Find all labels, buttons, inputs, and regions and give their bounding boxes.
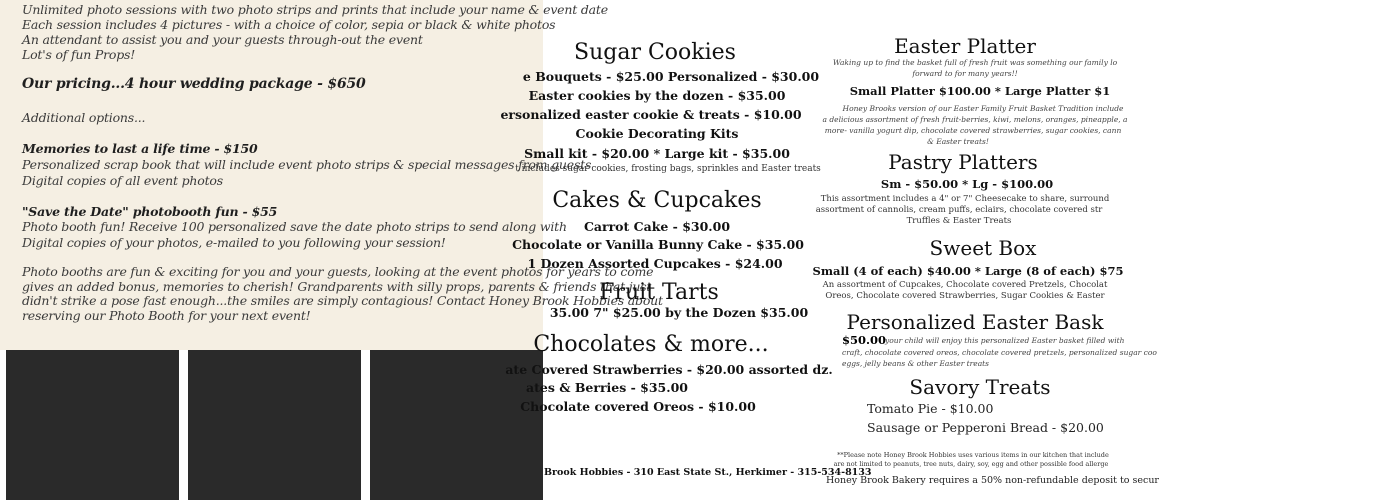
menu-description: Oreos, Chocolate covered Strawberries, Sugar Cookies & Easter xyxy=(825,291,1105,301)
menu-item: 35.00 7" $25.00 by the Dozen $35.00 xyxy=(549,305,809,320)
booth-feature-line: Lot's of fun Props! xyxy=(22,47,136,62)
menu-column-right xyxy=(812,0,1159,500)
menu-description: more- vanilla yogurt dip, chocolate covered strawberries, sugar cookies, cann xyxy=(824,126,1122,135)
menu-item: Small (4 of each) $40.00 * Large (8 of each) $75 xyxy=(812,264,1124,278)
booth-promo-text: didn't strike a pose fast enough...the smiles are simply contagious! Contact Honey Brook Hobbies about xyxy=(22,293,663,308)
sweet-box-heading: Sweet Box xyxy=(929,236,1037,260)
menu-subheading: Cookie Decorating Kits xyxy=(575,126,739,141)
gallery-tile[interactable] xyxy=(188,350,361,500)
easter-platter-heading: Easter Platter xyxy=(894,34,1036,58)
booth-promo-text: reserving our Photo Booth for your next event! xyxy=(22,308,311,323)
memories-option-desc: Personalized scrap book that will include event photo strips & special messages from guests xyxy=(22,157,592,172)
store-address: Brook Hobbies - 310 East State St., Herkimer - 315-534-8133 xyxy=(544,467,872,478)
save-the-date-title: "Save the Date" photobooth fun - $55 xyxy=(22,204,278,219)
menu-item: Sm - $50.00 * Lg - $100.00 xyxy=(880,177,1054,191)
additional-options-heading: Additional options... xyxy=(22,110,146,125)
save-the-date-desc: Digital copies of your photos, e-mailed to you following your session! xyxy=(22,235,446,250)
menu-description: forward to for many years!! xyxy=(912,69,1018,78)
menu-item: Easter cookies by the dozen - $35.00 xyxy=(528,88,786,103)
menu-item: Sausage or Pepperoni Bread - $20.00 xyxy=(867,420,1104,435)
booth-feature-line: Unlimited photo sessions with two photo strips and prints that include your name & event date xyxy=(22,2,608,17)
pastry-platters-heading: Pastry Platters xyxy=(888,150,1038,174)
menu-item: Tomato Pie - $10.00 xyxy=(867,401,994,416)
menu-description: Waking up to find the basket full of fresh fruit was something our family lo xyxy=(832,58,1118,67)
menu-item: 1 Dozen Assorted Cupcakes - $24.00 xyxy=(527,256,783,271)
chocolates-heading: Chocolates & more... xyxy=(533,332,769,357)
savory-treats-heading: Savory Treats xyxy=(909,375,1051,399)
deposit-policy: Honey Brook Bakery requires a 50% non-refundable deposit to secur xyxy=(826,475,1159,486)
easter-basket-heading: Personalized Easter Bask xyxy=(846,310,1104,334)
menu-description: your child will enjoy this personalized Easter basket filled with xyxy=(885,336,1125,345)
allergy-note: **Please note Honey Brook Hobbies uses various items in our kitchen that include xyxy=(837,451,1109,459)
menu-item: ate Covered Strawberries - $20.00 assorted dz. xyxy=(505,362,833,377)
menu-item: ersonalized easter cookie & treats - $10.00 xyxy=(500,107,802,122)
memories-option-desc: Digital copies of all event photos xyxy=(22,173,223,188)
save-the-date-desc: Photo booth fun! Receive 100 personalized save the date photo strips to send along with xyxy=(22,219,567,234)
cakes-heading: Cakes & Cupcakes xyxy=(552,188,762,213)
wedding-package-price: Our pricing...4 hour wedding package - $650 xyxy=(22,76,366,92)
menu-item: Chocolate or Vanilla Bunny Cake - $35.00 xyxy=(512,237,804,252)
fruit-tarts-heading: Fruit Tarts xyxy=(599,280,719,305)
menu-item: Carrot Cake - $30.00 xyxy=(583,219,731,234)
booth-feature-line: An attendant to assist you and your guests through-out the event xyxy=(22,32,423,47)
menu-item: ates & Berries - $35.00 xyxy=(525,380,689,395)
menu-description: a delicious assortment of fresh fruit-berries, kiwi, melons, oranges, pineapple, a xyxy=(822,115,1128,124)
menu-item: Chocolate covered Oreos - $10.00 xyxy=(520,399,756,414)
menu-description: assortment of cannolis, cream puffs, eclairs, chocolate covered str xyxy=(815,205,1103,215)
menu-description: eggs, jelly beans & other Easter treats xyxy=(842,359,990,368)
menu-item: Small Platter $100.00 * Large Platter $1 xyxy=(849,84,1111,98)
allergy-note: are not limited to peanuts, tree nuts, dairy, soy, egg and other possible food allerge xyxy=(833,460,1109,468)
sugar-cookies-heading: Sugar Cookies xyxy=(574,40,736,65)
booth-feature-line: Each session includes 4 pictures - with a choice of color, sepia or black & white photos xyxy=(22,17,556,32)
basket-price: $50.00 xyxy=(842,333,887,347)
menu-note: t includes sugar cookies, frosting bags, sprinkles and Easter treats xyxy=(515,164,821,174)
booth-promo-text: gives an added bonus, memories to cherish! Grandparents with silly props, parents & friends that just xyxy=(22,279,652,294)
menu-description: Honey Brooks version of our Easter Family Fruit Basket Tradition include xyxy=(842,104,1124,113)
menu-description: This assortment includes a 4" or 7" Cheesecake to share, surround xyxy=(820,194,1110,204)
menu-item: e Bouquets - $25.00 Personalized - $30.00 xyxy=(522,69,820,84)
menu-item: Small kit - $20.00 * Large kit - $35.00 xyxy=(524,146,790,161)
booth-promo-text: Photo booths are fun & exciting for you and your guests, looking at the event photos for years to come xyxy=(22,264,654,279)
menu-description: craft, chocolate covered oreos, chocolate covered pretzels, personalized sugar coo xyxy=(842,348,1157,357)
gallery-tile[interactable] xyxy=(6,350,179,500)
menu-description: An assortment of Cupcakes, Chocolate covered Pretzels, Chocolat xyxy=(822,280,1108,290)
memories-option-title: Memories to last a life time - $150 xyxy=(22,141,258,156)
menu-description: & Easter treats! xyxy=(927,137,989,146)
menu-description: Truffles & Easter Treats xyxy=(906,216,1012,226)
